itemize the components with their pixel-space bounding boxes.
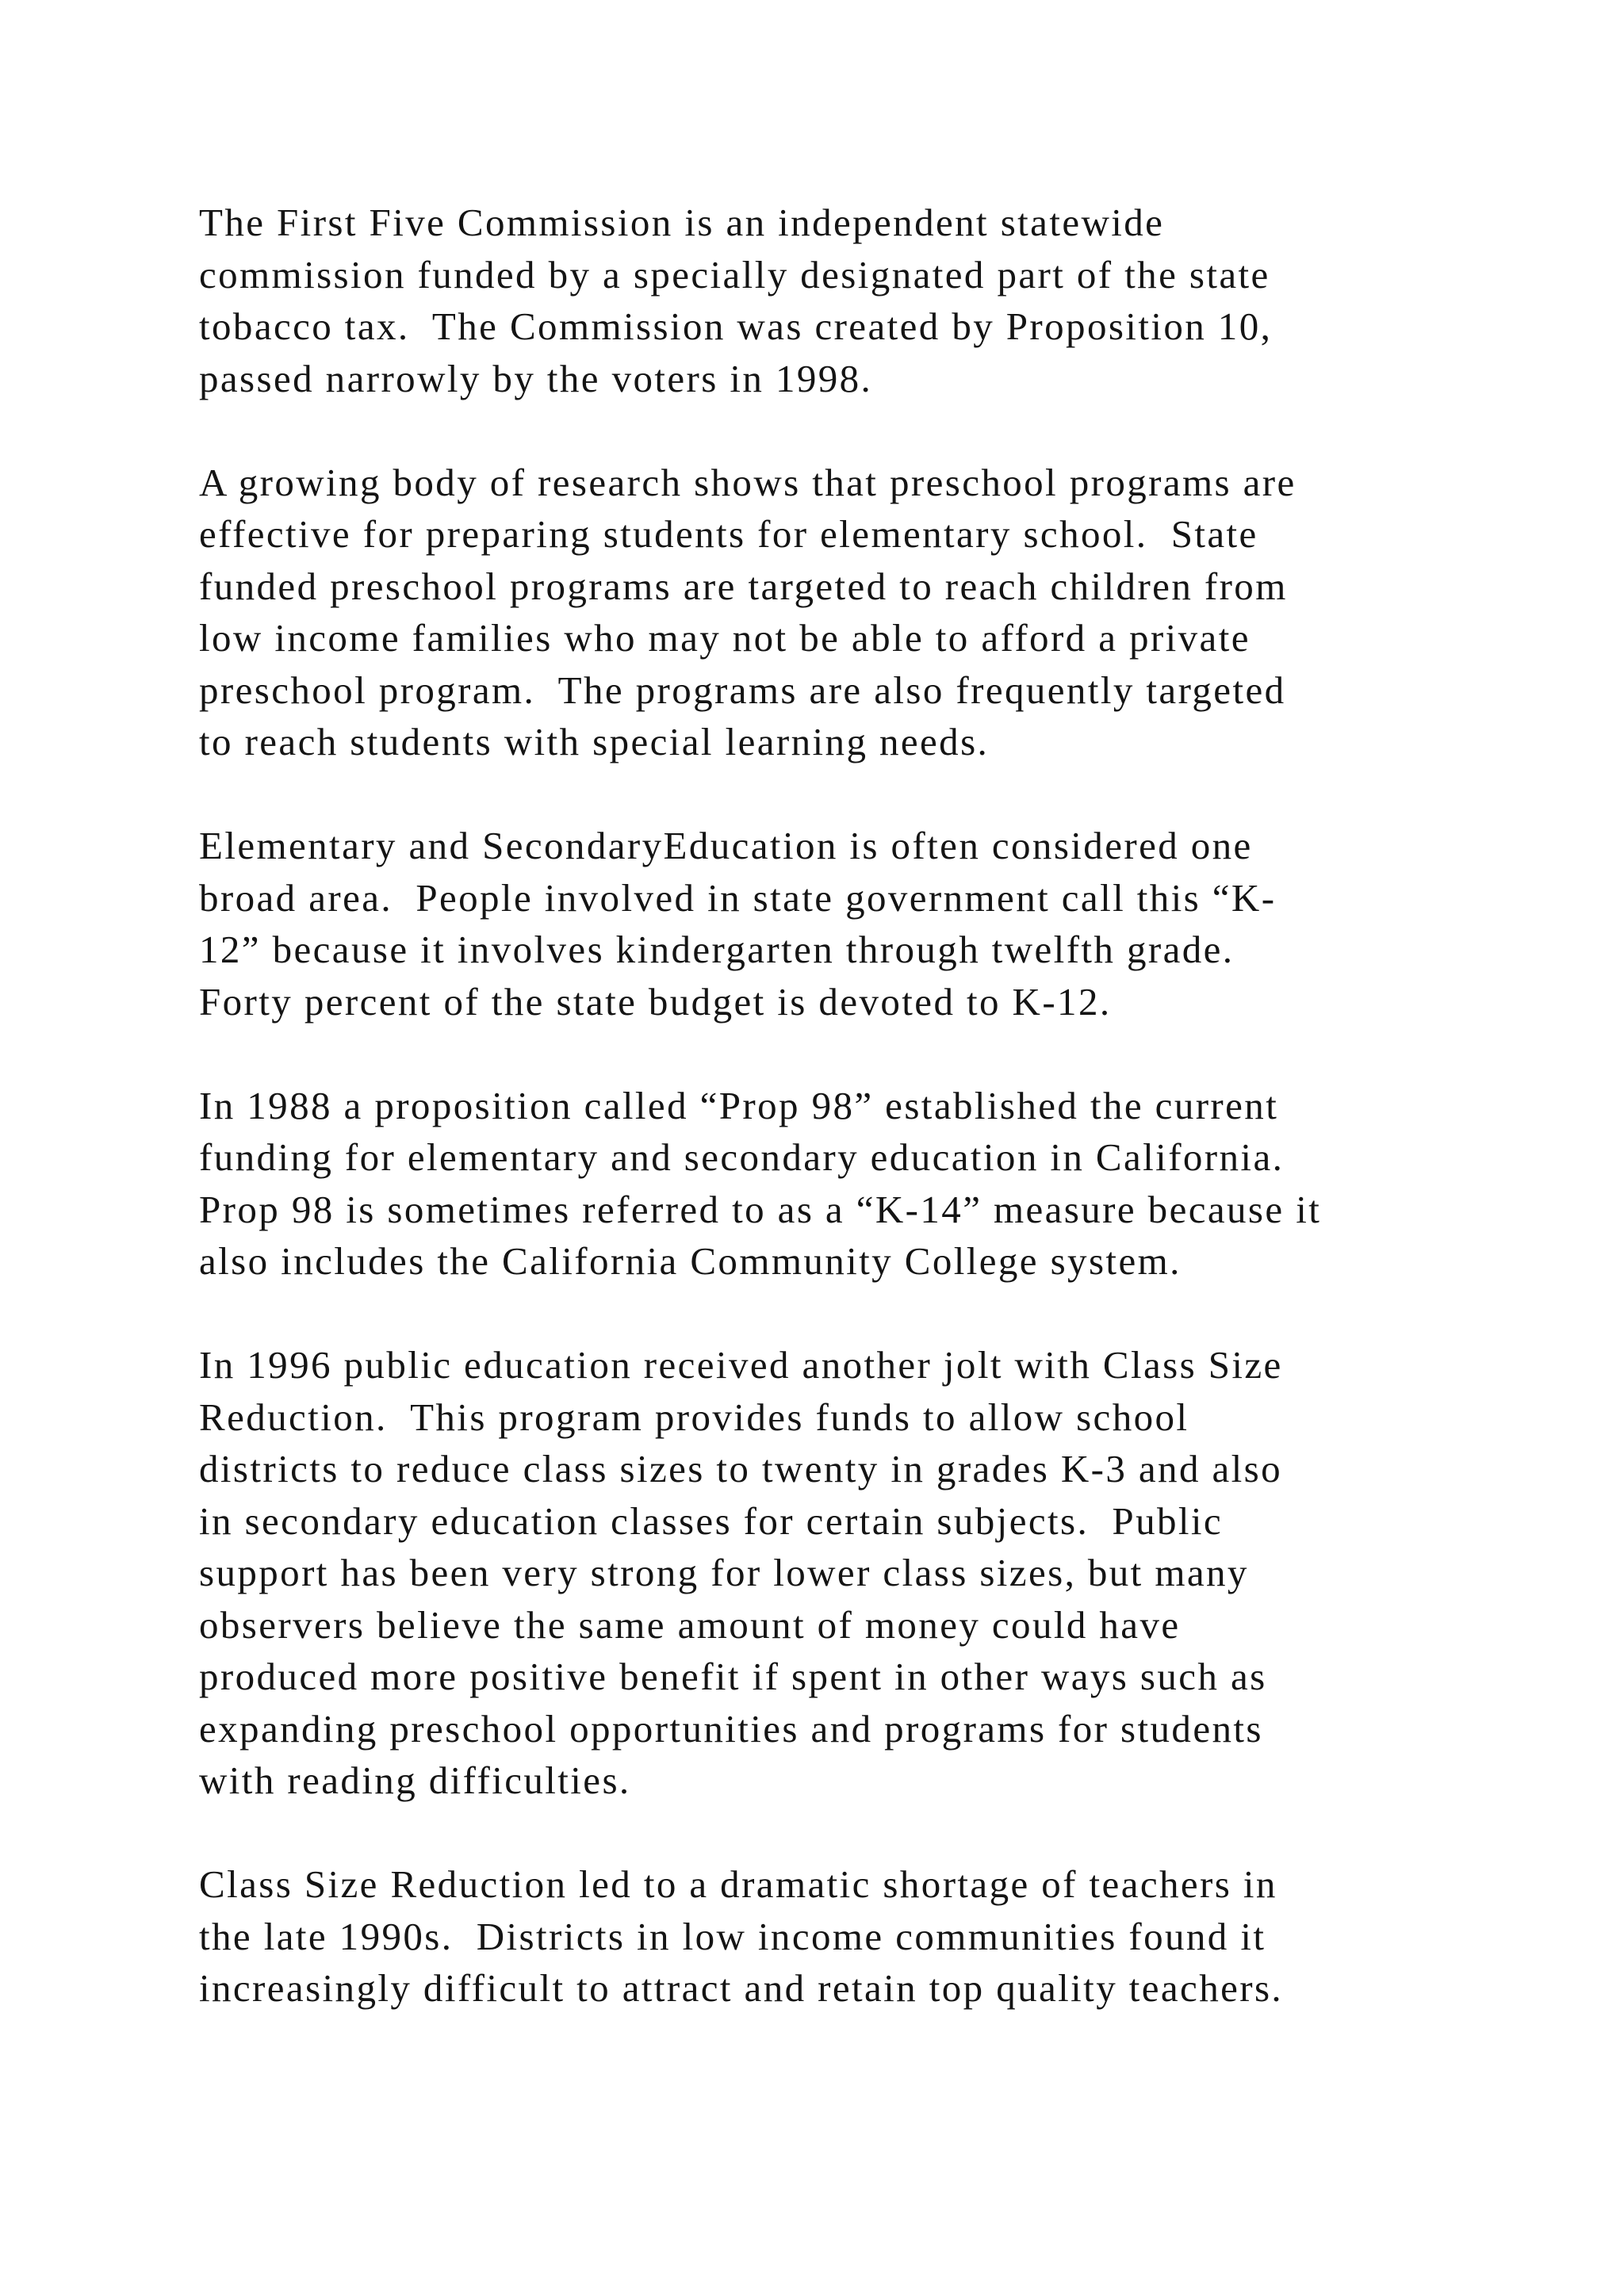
text-line: 12” because it involves kindergarten through twelfth grade. <box>199 928 1235 971</box>
text-line: also includes the California Community College system. <box>199 1239 1182 1283</box>
paragraph-first-five-commission <box>199 197 1468 404</box>
text-line: Reduction. This program provides funds to allow school <box>199 1395 1189 1439</box>
paragraph-teacher-shortage <box>199 1858 1468 2015</box>
text-line: The First Five Commission is an independent statewide <box>199 201 1165 244</box>
text-line: with reading difficulties. <box>199 1758 631 1802</box>
text-line: effective for preparing students for elementary school. State <box>199 512 1258 556</box>
paragraph-preschool-research <box>199 457 1468 768</box>
paragraph-prop-98 <box>199 1080 1468 1288</box>
text-line: tobacco tax. The Commission was created by Proposition 10, <box>199 304 1273 348</box>
text-line: commission funded by a specially designated part of the state <box>199 252 1270 297</box>
text-line: observers believe the same amount of money could have <box>199 1602 1181 1647</box>
text-line: funding for elementary and secondary education in California. <box>199 1135 1285 1179</box>
text-line: low income families who may not be able to afford a private <box>199 616 1251 660</box>
text-line: A growing body of research shows that preschool programs are <box>199 460 1297 504</box>
text-line: support has been very strong for lower class sizes, but many <box>199 1551 1249 1594</box>
text-line: produced more positive benefit if spent in other ways such as <box>199 1655 1267 1698</box>
text-line: Elementary and SecondaryEducation is often considered one <box>199 824 1253 867</box>
text-line: in secondary education classes for certain subjects. Public <box>199 1498 1224 1543</box>
text-line: districts to reduce class sizes to twenty in grades K-3 and also <box>199 1447 1283 1490</box>
text-line: Prop 98 is sometimes referred to as a “K-14” measure because it <box>199 1187 1322 1231</box>
document-body <box>199 197 1468 2066</box>
text-line: increasingly difficult to attract and retain top quality teachers. <box>199 1966 1284 2010</box>
text-line: funded preschool programs are targeted to reach children from <box>199 564 1288 608</box>
text-line: In 1996 public education received another jolt with Class Size <box>199 1343 1283 1387</box>
text-line: the late 1990s. Districts in low income communities found it <box>199 1914 1266 1958</box>
text-line: expanding preschool opportunities and programs for students <box>199 1706 1263 1751</box>
text-line: In 1988 a proposition called “Prop 98” established the current <box>199 1083 1279 1127</box>
text-line: Forty percent of the state budget is devoted to K-12. <box>199 979 1112 1024</box>
text-line: Class Size Reduction led to a dramatic shortage of teachers in <box>199 1862 1277 1906</box>
text-line: to reach students with special learning needs. <box>199 720 990 763</box>
paragraph-class-size-reduction <box>199 1339 1468 1807</box>
text-line: preschool program. The programs are also frequently targeted <box>199 668 1286 712</box>
text-line: broad area. People involved in state government call this “K- <box>199 875 1277 920</box>
paragraph-k12 <box>199 820 1468 1027</box>
text-line: passed narrowly by the voters in 1998. <box>199 356 873 400</box>
